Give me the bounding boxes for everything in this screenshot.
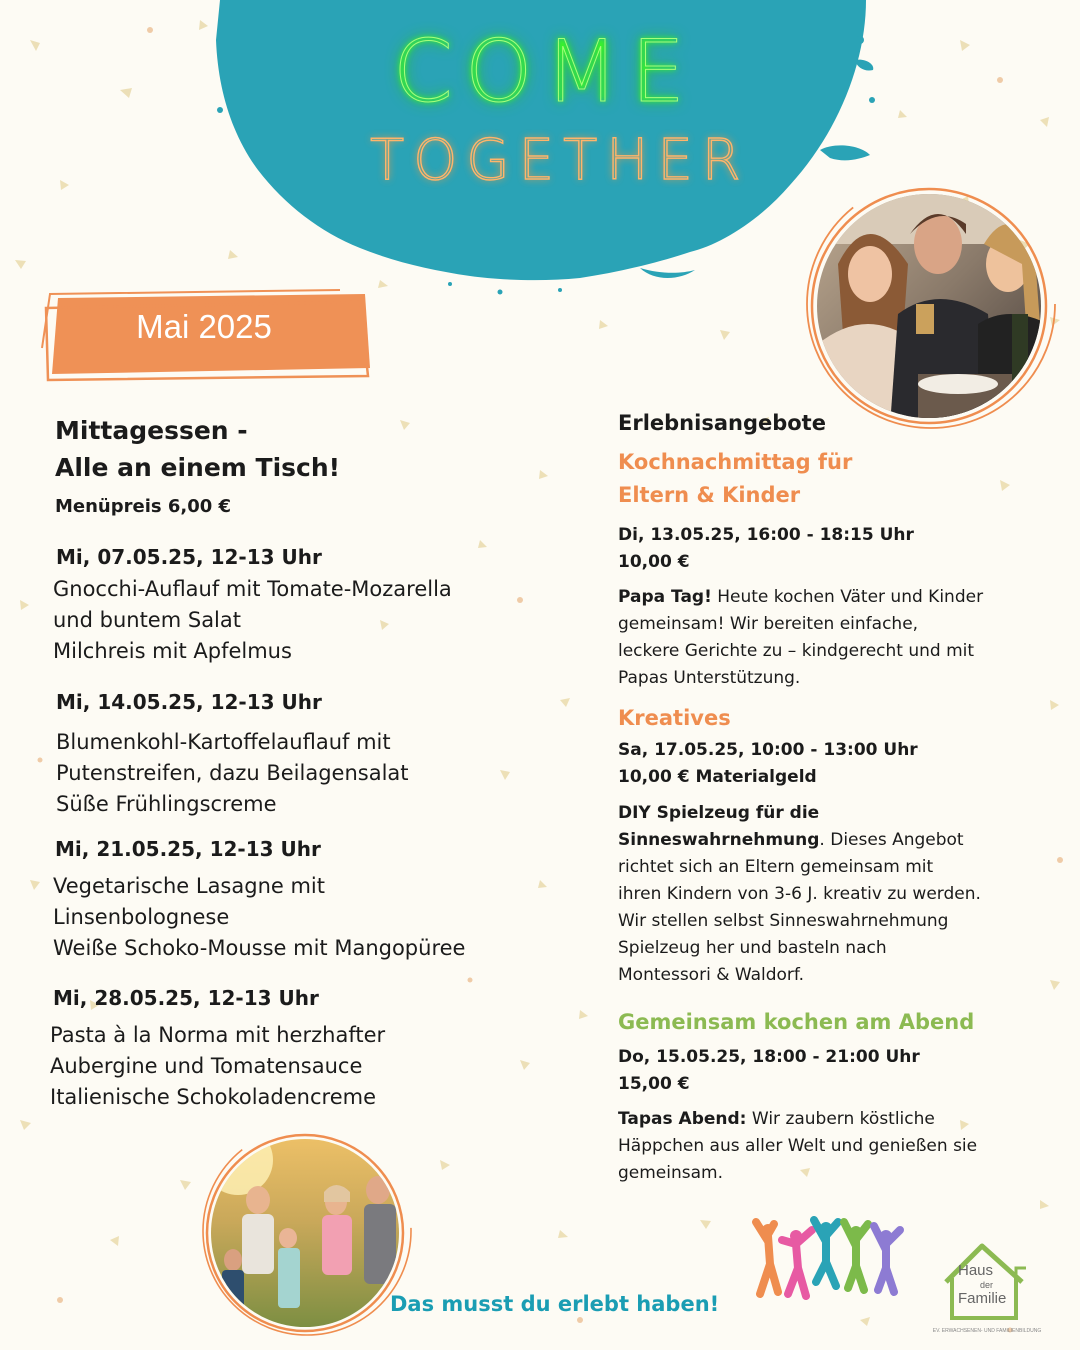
menu-line: Italienische Schokoladencreme (50, 1085, 376, 1109)
creative-text: . Dieses Angebot (819, 830, 964, 850)
cooking-description (618, 584, 1048, 692)
cooking-text: gemeinsam! Wir bereiten einfache, (618, 614, 919, 634)
evening-text: gemeinsam. (618, 1163, 724, 1183)
menu-line: Aubergine und Tomatensauce (50, 1054, 363, 1078)
evening-text: Häppchen aus aller Welt und genießen sie (618, 1136, 978, 1156)
cooking-title-line1: Kochnachmittag für (618, 450, 853, 474)
lunch-date-3: Mi, 21.05.25, 12-13 Uhr (55, 837, 321, 861)
events-heading: Erlebnisangebote (618, 411, 826, 435)
creative-bold: DIY Spielzeug für die (618, 803, 820, 823)
creative-title: Kreatives (618, 706, 731, 730)
cooking-details (618, 522, 914, 576)
lunch-menu-2 (56, 727, 409, 820)
lunch-heading-line1: Mittagessen - (55, 416, 248, 445)
menu-line: Vegetarische Lasagne mit (53, 874, 326, 898)
cooking-price: 10,00 € (618, 552, 690, 572)
creative-date: Sa, 17.05.25, 10:00 - 13:00 Uhr (618, 740, 918, 760)
evening-title: Gemeinsam kochen am Abend (618, 1010, 975, 1034)
evening-bold: Tapas Abend: (618, 1109, 747, 1129)
cooking-text: leckere Gerichte zu – kindgerecht und mit (618, 641, 975, 661)
creative-text: richtet sich an Eltern gemeinsam mit (618, 857, 934, 877)
cooking-title (618, 446, 852, 512)
cooking-date: Di, 13.05.25, 16:00 - 18:15 Uhr (618, 525, 914, 545)
photo-friends-laughing (798, 174, 1060, 438)
logo-line1: Haus (958, 1262, 994, 1279)
creative-text: ihren Kindern von 3-6 J. kreativ zu werden. (618, 884, 981, 904)
lunch-menu-4 (50, 1020, 385, 1113)
menu-line: und buntem Salat (53, 608, 241, 632)
month-label: Mai 2025 (136, 308, 272, 345)
creative-text: Montessori & Waldorf. (618, 965, 805, 985)
creative-bold: Sinneswahrnehmung (618, 830, 820, 850)
evening-details (618, 1044, 920, 1098)
jumping-people-icon (752, 1216, 908, 1300)
lunch-date-4: Mi, 28.05.25, 12-13 Uhr (53, 986, 319, 1010)
lunch-menu-3 (53, 871, 465, 964)
cooking-text: Heute kochen Väter und Kinder (711, 587, 984, 607)
lunch-date-2: Mi, 14.05.25, 12-13 Uhr (56, 690, 322, 714)
logo-line3: Familie (958, 1290, 1007, 1307)
creative-text: Spielzeug her und basteln nach (618, 938, 887, 958)
menu-line: Putenstreifen, dazu Beilagensalat (56, 761, 409, 785)
creative-price: 10,00 € Materialgeld (618, 767, 817, 787)
cooking-text: Papas Unterstützung. (618, 668, 801, 688)
lunch-price: Menüpreis 6,00 € (55, 496, 232, 517)
menu-line: Gnocchi-Auflauf mit Tomate-Mozarella (53, 577, 452, 601)
menu-line: Pasta à la Norma mit herzhafter (50, 1023, 386, 1047)
cooking-title-line2: Eltern & Kinder (618, 483, 801, 507)
logo-subtitle: EV. ERWACHSENEN- UND FAMILIENBILDUNG (932, 1328, 1042, 1334)
logo-line2: der (980, 1280, 994, 1290)
menu-line: Süße Frühlingscreme (56, 792, 277, 816)
menu-line: Linsenbolognese (53, 905, 230, 929)
creative-text: Wir stellen selbst Sinneswahrnehmung (618, 911, 949, 931)
creative-description (618, 800, 1048, 989)
title-come: COME (392, 22, 698, 122)
haus-der-familie-logo (922, 1238, 1052, 1342)
lunch-menu-1 (53, 574, 452, 667)
photo-family-walking (198, 1120, 412, 1346)
evening-description (618, 1106, 1048, 1187)
evening-date: Do, 15.05.25, 18:00 - 21:00 Uhr (618, 1047, 920, 1067)
lunch-heading-line2: Alle an einem Tisch! (55, 453, 341, 482)
evening-text: Wir zaubern köstliche (746, 1109, 935, 1129)
menu-line: Blumenkohl-Kartoffelauflauf mit (56, 730, 391, 754)
lunch-date-1: Mi, 07.05.25, 12-13 Uhr (56, 545, 322, 569)
creative-details (618, 737, 918, 791)
cooking-bold: Papa Tag! (618, 587, 712, 607)
menu-line: Weiße Schoko-Mousse mit Mangopüree (53, 936, 466, 960)
title-together: TOGETHER (370, 128, 750, 193)
evening-price: 15,00 € (618, 1074, 690, 1094)
slogan: Das musst du erlebt haben! (390, 1292, 720, 1316)
menu-line: Milchreis mit Apfelmus (53, 639, 292, 663)
